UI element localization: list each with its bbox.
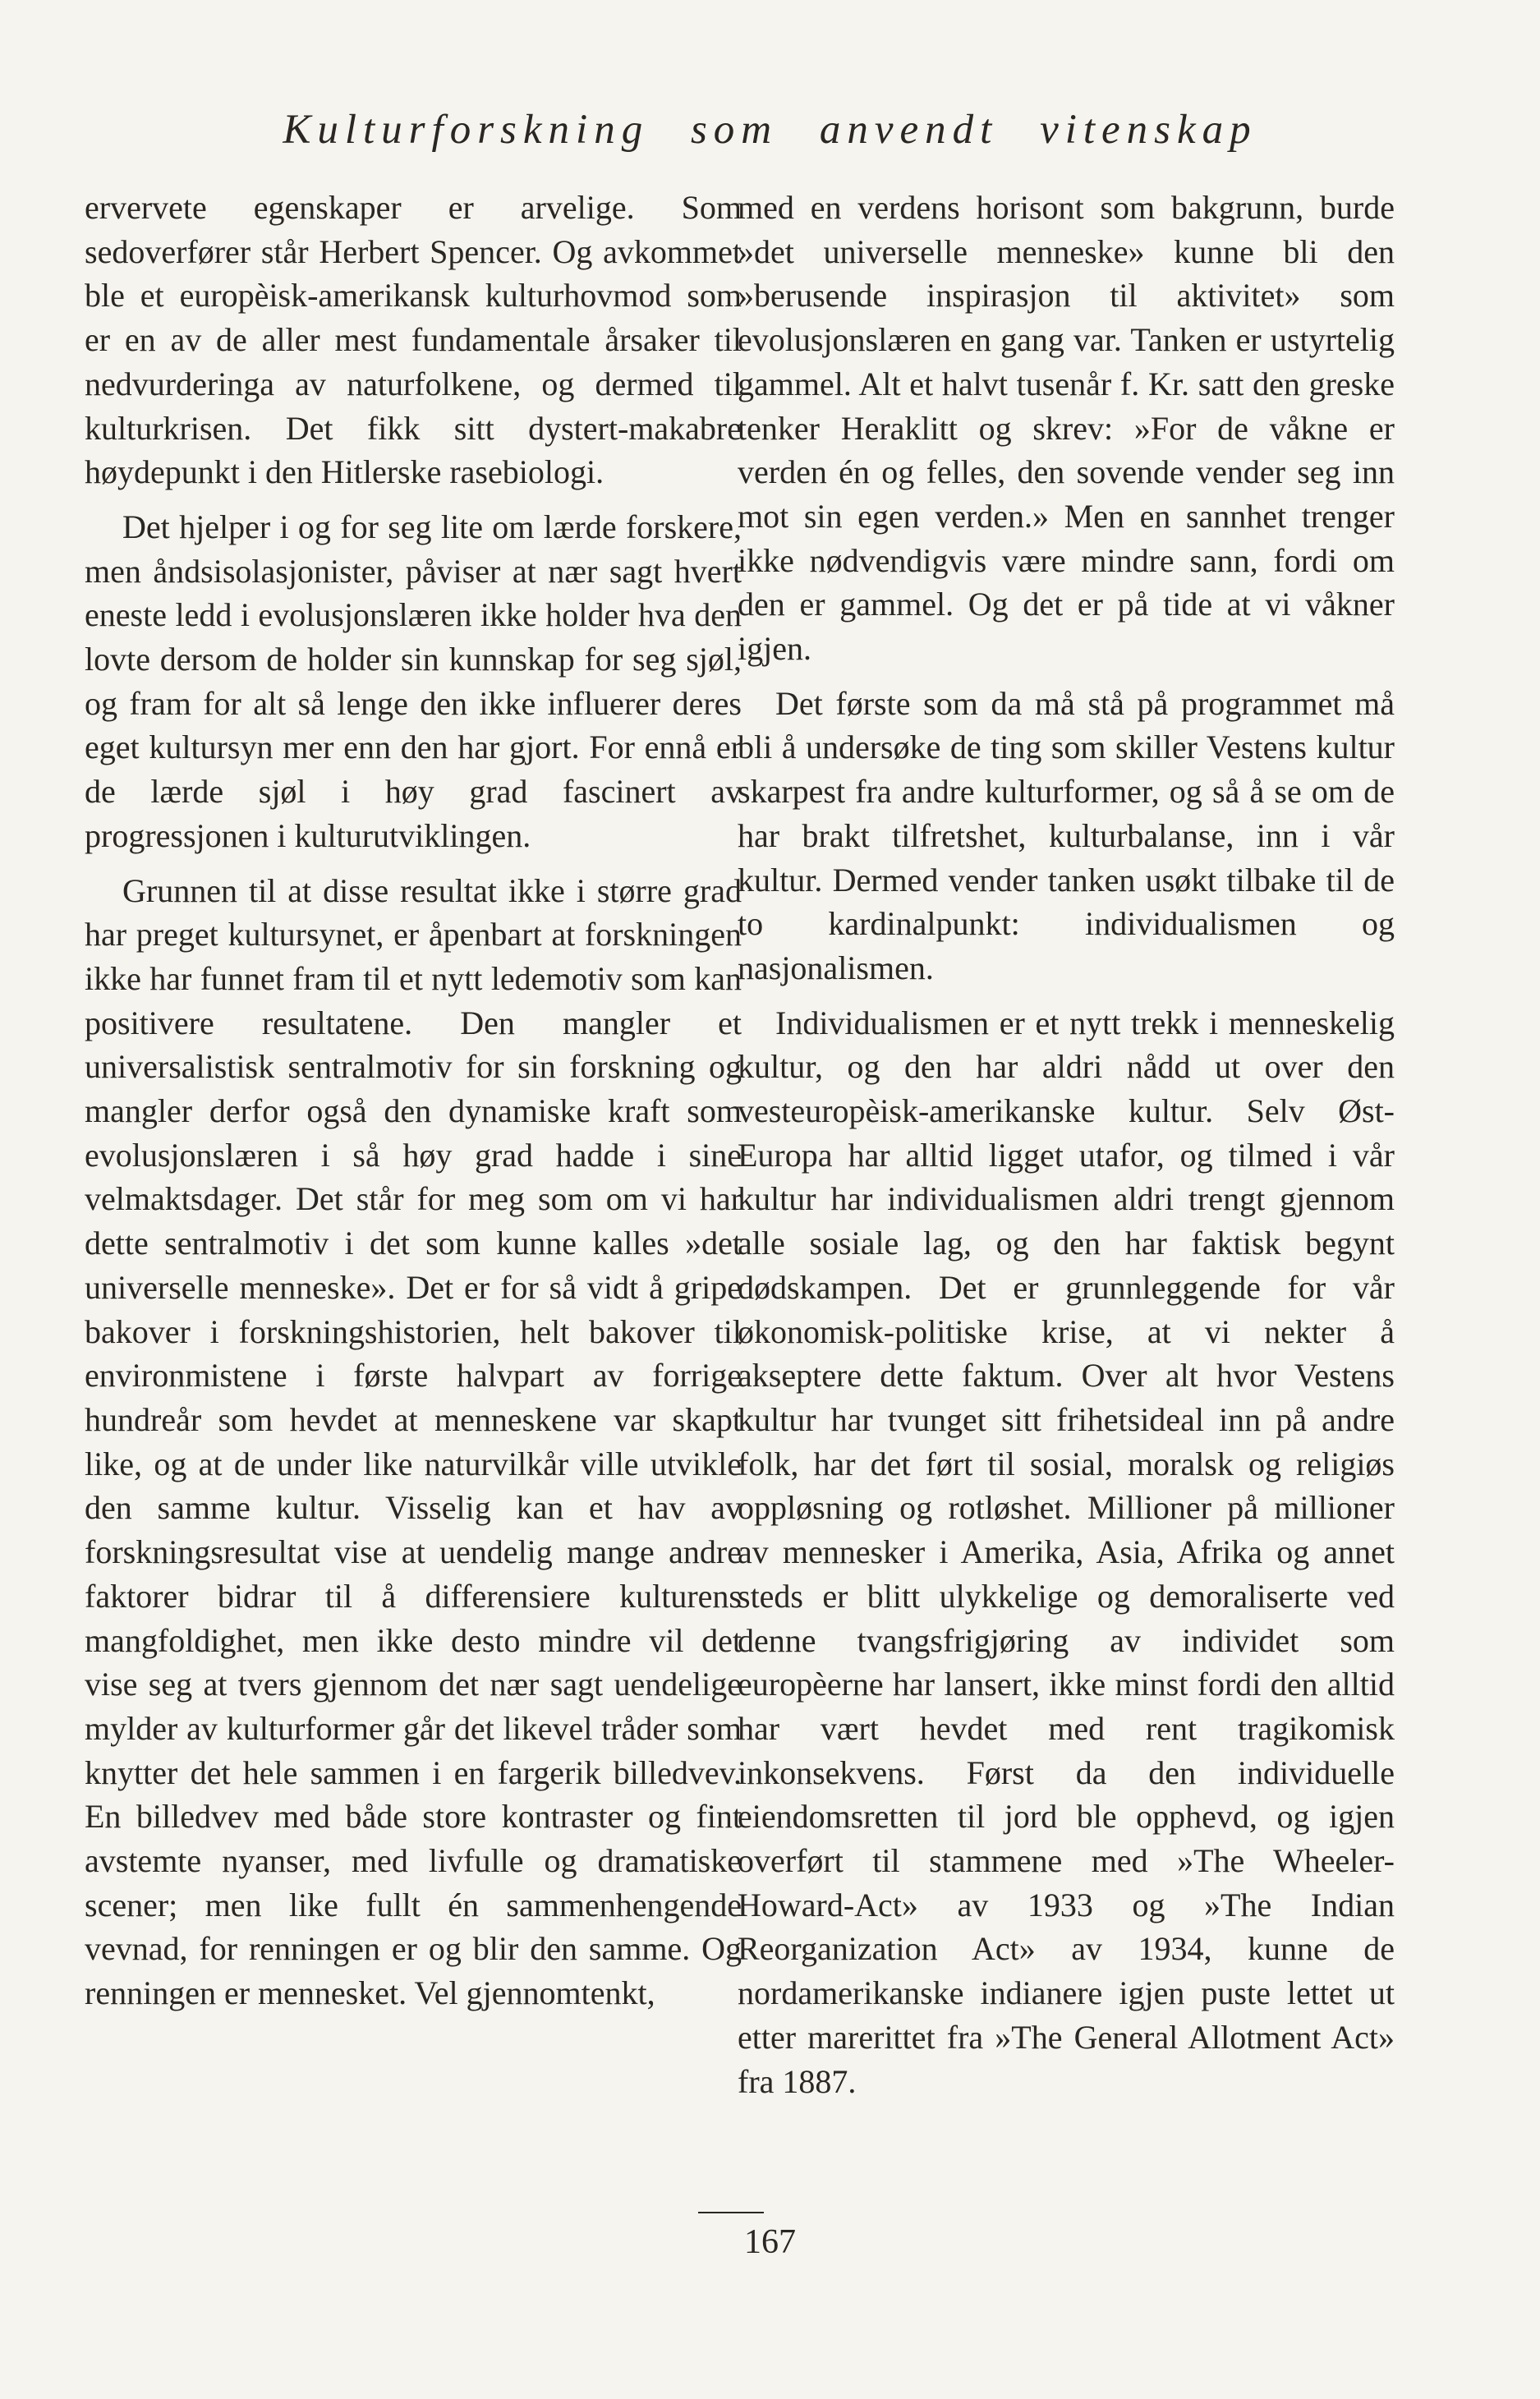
paragraph: Det første som da må stå på programmet må bli å undersøke de ting som skiller Vestens kultur skarpest fra andre kulturformer, og så å se om de har brakt tilfretshet, kulturbalanse, inn i vår kultur. Dermed vender tanken usøkt tilbake til de to kardinalpunkt: individualismen og nasjonalismen. <box>738 684 1395 986</box>
paragraph: Individualismen er et nytt trekk i menneskelig kultur, og den har aldri nådd ut over den vesteuropèisk-amerikanske kultur. Selv Øst-Europa har alltid ligget utafor, og tilmed i vår kultur har individualismen aldri trengt gjennom alle sosiale lag, og den har faktisk begynt dødskampen. Det er grunnleggende for vår økonomisk-politiske krise, at vi nekter å akseptere dette faktum. Over alt hvor Vestens kultur har tvunget sitt frihetsideal inn på andre folk, har det ført til sosial, moralsk og religiøs oppløsning og rotløshet. Millioner på millioner av mennesker i Amerika, Asia, Afrika og annet steds er blitt ulykkelige og demoraliserte ved denne tvangsfrigjøring av individet som europèerne har lansert, ikke minst fordi den alltid har vært hevdet med rent tragikomisk inkonsekvens. Først da den individuelle eiendomsretten til jord ble opphevd, og igjen overført til stammene med »The Wheeler-Howard-Act» av 1933 og »The Indian Reorganization Act» av 1934, kunne de nordamerikanske indianere igjen puste lettet ut etter marerittet fra »The General Allotment Act» fra 1887. <box>738 1004 1395 2100</box>
paragraph: Grunnen til at disse resultat ikke i større grad har preget kultursynet, er åpenbart at forskningen ikke har funnet fram til et nytt ledemotiv som kan positivere resultatene. Den mangler et universalistisk sentralmotiv for sin forskning og mangler derfor også den dynamiske kraft som evolusjonslæren i så høy grad hadde i sine velmaktsdager. Det står for meg som om vi har dette sentralmotiv i det som kunne kalles »det universelle menneske». Det er for så vidt å gripe bakover i forskningshistorien, helt bakover til environmistene i første halvpart av forrige hundreår som hevdet at menneskene var skapt like, og at de under like naturvilkår ville utvikle den samme kultur. Visselig kan et hav av forskningsresultat vise at uendelig mange andre faktorer bidrar til å differensiere kulturens mangfoldighet, men ikke desto mindre vil det vise seg at tvers gjennom det nær sagt uendelige mylder av kulturformer går det likevel tråder som knytter det hele sammen i en fargerik billedvev. En billedvev med både store kontraster og fint avstemte nyanser, med livfulle og dramatiske scener; men like fullt én sammenhengende vevnad, for renningen er og blir den samme. Og renningen er mennesket. Vel gjennomtenkt, <box>85 871 742 2012</box>
left-column <box>85 186 742 2026</box>
paragraph: Det hjelper i og for seg lite om lærde forskere, men åndsisolasjonister, påviser at nær sagt hvert eneste ledd i evolusjonslæren ikke holder hva den lovte dersom de holder sin kunnskap for seg sjøl, og fram for alt så lenge den ikke influerer deres eget kultursyn mer enn den har gjort. For ennå er de lærde sjøl i høy grad fascinert av progressjonen i kulturutviklingen. <box>85 508 742 854</box>
running-title: Kulturforskning som anvendt vitenskap <box>283 107 1257 153</box>
right-column <box>738 186 1395 2114</box>
paragraph: med en verdens horisont som bakgrunn, burde »det universelle menneske» kunne bli den »berusende inspirasjon til aktivitet» som evolusjonslæren en gang var. Tanken er ustyrtelig gammel. Alt et halvt tusenår f. Kr. satt den greske tenker Heraklitt og skrev: »For de våkne er verden én og felles, den sovende vender seg inn mot sin egen verden.» Men en sannhet trenger ikke nødvendigvis være mindre sann, fordi om den er gammel. Og det er på tide at vi våkner igjen. <box>738 189 1395 668</box>
page-number-rule <box>698 2212 764 2213</box>
paragraph: ervervete egenskaper er arvelige. Som sedoverfører står Herbert Spencer. Og avkommet ble et europèisk-amerikansk kulturhovmod som er en av de aller mest fundamentale årsaker til nedvurderinga av naturfolkene, og dermed til kulturkrisen. Det fikk sitt dystert-makabre høydepunkt i den Hitlerske rasebiologi. <box>85 189 742 491</box>
page-number: 167 <box>744 2223 796 2261</box>
